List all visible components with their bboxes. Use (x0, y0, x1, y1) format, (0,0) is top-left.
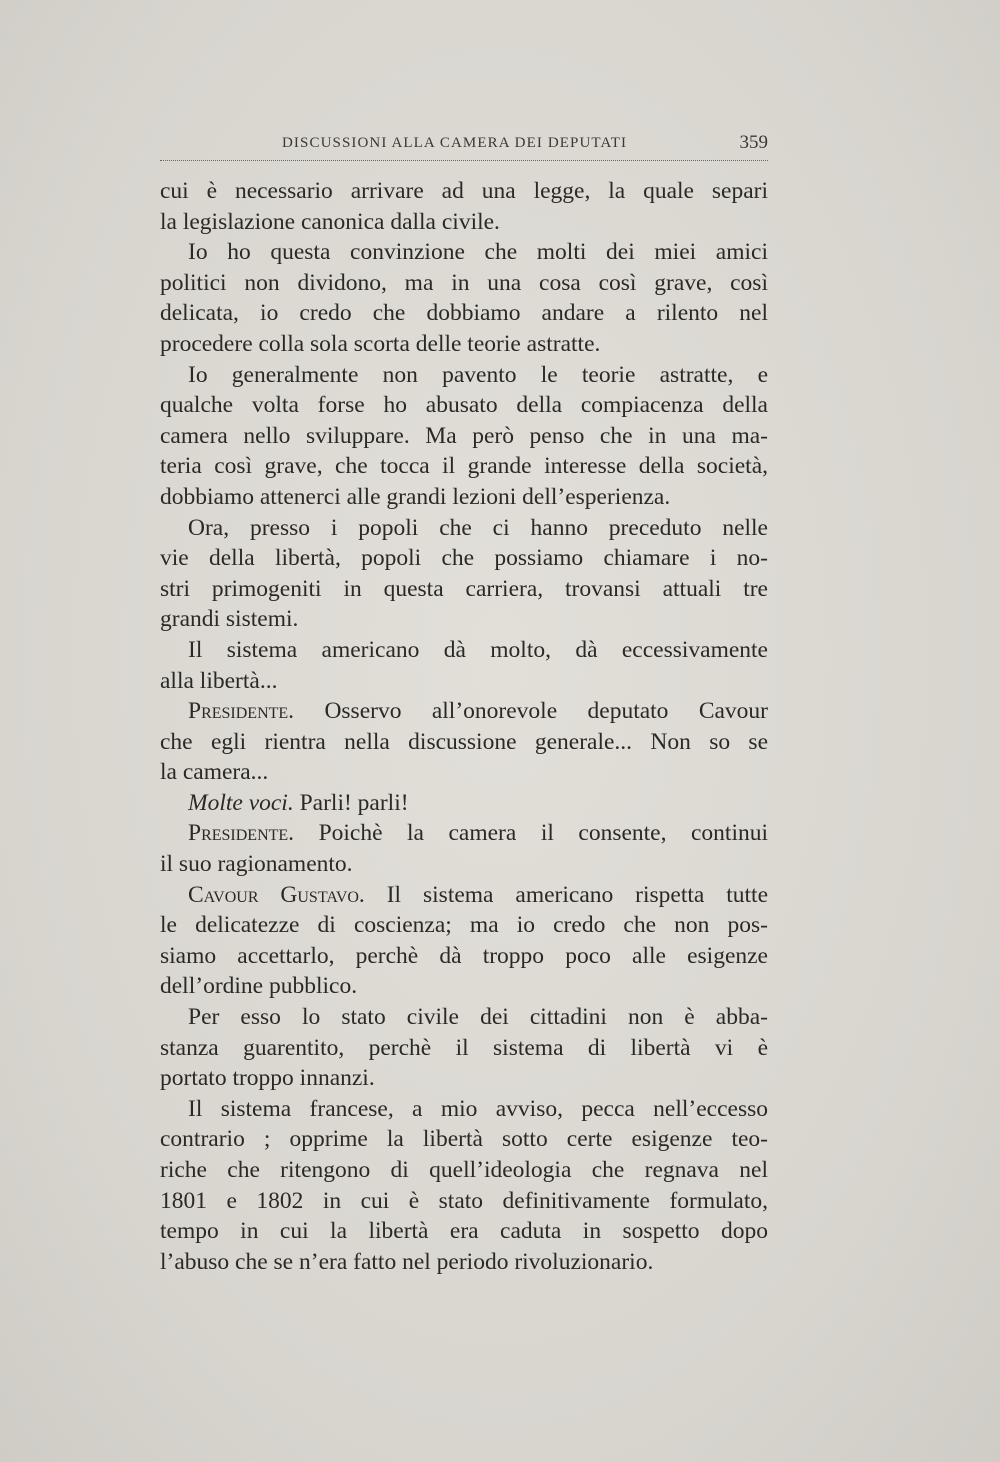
text-line: cui è necessario arrivare ad una legge, la quale separi (160, 178, 768, 204)
text-line: delicata, io credo che dobbiamo andare a rilento nel (160, 300, 768, 327)
text-fragment: Osservo all’onorevole deputato Cavour (324, 698, 768, 725)
text-line: alla libertà... (160, 667, 278, 694)
text-line: grandi sistemi. (160, 606, 299, 633)
text-line: dobbiamo attenerci alle grandi lezioni dell’esperienza. (160, 483, 671, 510)
text-line: portato troppo innanzi. (160, 1065, 375, 1092)
text-line: la legislazione canonica dalla civile. (160, 208, 500, 235)
text-line: vie della libertà, popoli che possiamo chiamare i no- (160, 545, 768, 572)
text-line: che egli rientra nella discussione generale... Non so se (160, 728, 768, 755)
text-line: procedere colla sola scorta delle teorie astratte. (160, 330, 601, 357)
text-line: dell’ordine pubblico. (160, 973, 358, 1000)
speaker-name: Presidente. (188, 698, 295, 725)
speaker-line (160, 696, 768, 727)
header-rule (160, 160, 768, 161)
text-line: le delicatezze di coscienza; ma io credo che non pos- (160, 912, 768, 939)
body-text (160, 176, 768, 1277)
text-line: Ora, presso i popoli che ci hanno preceduto nelle (188, 514, 768, 541)
text-line: contrario ; opprime la libertà sotto certe esigenze teo- (160, 1126, 768, 1153)
text-line: Il sistema americano dà molto, dà eccessivamente (188, 636, 768, 663)
text-line: Per esso lo stato civile dei cittadini non è abba- (188, 1004, 768, 1031)
text-line: politici non dividono, ma in una cosa così grave, così (160, 269, 768, 296)
text-line: stanza guarentito, perchè il sistema di libertà vi è (160, 1034, 768, 1061)
speaker-name: Presidente. (188, 820, 295, 847)
text-line: siamo accettarlo, perchè dà troppo poco alle esigenze (160, 942, 768, 969)
text-fragment: Parli! parli! (299, 789, 409, 816)
text-line: riche che ritengono di quell’ideologia che regnava nel (160, 1157, 768, 1183)
text-line: il suo ragionamento. (160, 851, 353, 878)
text-line: qualche volta forse ho abusato della compiacenza della (160, 392, 768, 419)
text-line: la camera... (160, 759, 269, 786)
speaker-line (160, 880, 768, 911)
page-header (160, 132, 768, 160)
page-number: 359 (739, 132, 768, 153)
speaker-line (160, 788, 768, 819)
speaker-name: Cavour Gustavo. (188, 881, 365, 908)
speaker-name: Molte voci. (188, 789, 294, 816)
running-head: DISCUSSIONI ALLA CAMERA DEI DEPUTATI (282, 135, 628, 151)
speaker-line (160, 818, 768, 849)
text-line: Io ho questa convinzione che molti dei miei amici (188, 239, 768, 266)
text-line: 1801 e 1802 in cui è stato definitivamente formulato, (160, 1187, 768, 1214)
text-line: l’abuso che se n’era fatto nel periodo rivoluzionario. (160, 1248, 654, 1275)
text-line: Il sistema francese, a mio avviso, pecca nell’eccesso (188, 1095, 768, 1122)
text-line: Io generalmente non pavento le teorie astratte, e (188, 361, 768, 388)
text-line: camera nello sviluppare. Ma però penso che in una ma- (160, 422, 768, 449)
text-line: stri primogeniti in questa carriera, trovansi attuali tre (160, 575, 768, 602)
text-fragment: Poichè la camera il consente, continui (318, 820, 769, 847)
text-line: teria così grave, che tocca il grande interesse della società, (160, 453, 768, 480)
text-line: tempo in cui la libertà era caduta in sospetto dopo (160, 1218, 768, 1245)
text-fragment: Il sistema americano rispetta tutte (386, 881, 769, 908)
